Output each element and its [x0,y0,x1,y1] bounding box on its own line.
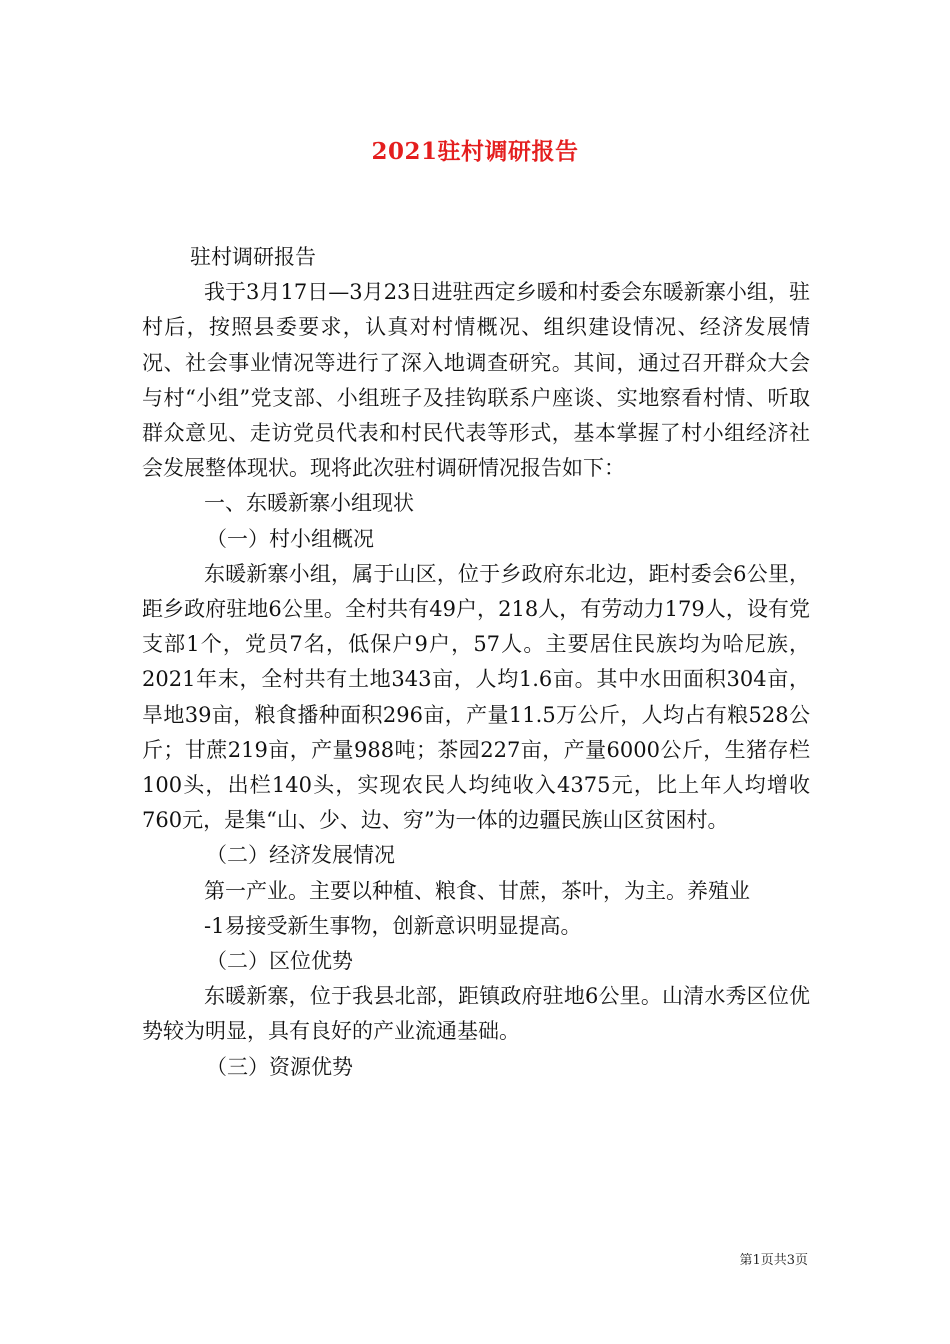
economy-paragraph: 第一产业。主要以种植、粮食、甘蔗，茶叶，为主。养殖业 [204,878,750,903]
intro-paragraph: 我于3月17日—3月23日进驻西定乡暖和村委会东暖新寨小组，驻村后，按照县委要求，认真对村情概况、组织建设情况、经济发展情况、社会事业情况等进行了深入地调查研究。其间，通过召开群众大会与村“小组”党支部、小组班子及挂钩联系户座谈、实地察看村情、听取群众意见、走访党员代表和村民代表等形式，基本掌握了村小组经济社会发展整体现状。现将此次驻村调研情况报告如下： [142,280,810,481]
subsection-heading-economy: （二）经济发展情况 [206,843,395,868]
document-title: 2021驻村调研报告 [371,138,579,165]
subsection-heading-location: （二）区位优势 [206,949,353,974]
report-subtitle: 驻村调研报告 [190,245,316,269]
overview-paragraph: 东暖新寨小组，属于山区，位于乡政府东北边，距村委会6公里，距乡政府驻地6公里。全村共有49户，218人，有劳动力179人，设有党支部1个，党员7名，低保户9户，57人。主要居住民族均为哈尼族，2021年末，全村共有土地343亩，人均1.6亩。其中水田面积304亩，旱地39亩，粮食播种面积296亩，产量11.5万公斤，人均占有粮528公斤；甘蔗219亩，产量988吨；茶园227亩，产量6000公斤，生猪存栏100头，出栏140头，实现农民人均纯收入4375元，比上年人均增收760元，是集“山、少、边、穷”为一体的边疆民族山区贫困村。 [142,561,810,833]
page-number: 第1页共3页 [739,1253,808,1268]
section-heading-1: 一、东暖新寨小组现状 [204,491,414,516]
location-paragraph: 东暖新寨，位于我县北部，距镇政府驻地6公里。山清水秀区位优势较为明显，具有良好的产业流通基础。 [142,984,810,1044]
subsection-heading-resources: （三）资源优势 [206,1054,353,1079]
fragment-paragraph: -1易接受新生事物，创新意识明显提高。 [204,913,582,938]
document-body [142,240,810,1085]
subsection-heading-overview: （一）村小组概况 [206,526,374,551]
